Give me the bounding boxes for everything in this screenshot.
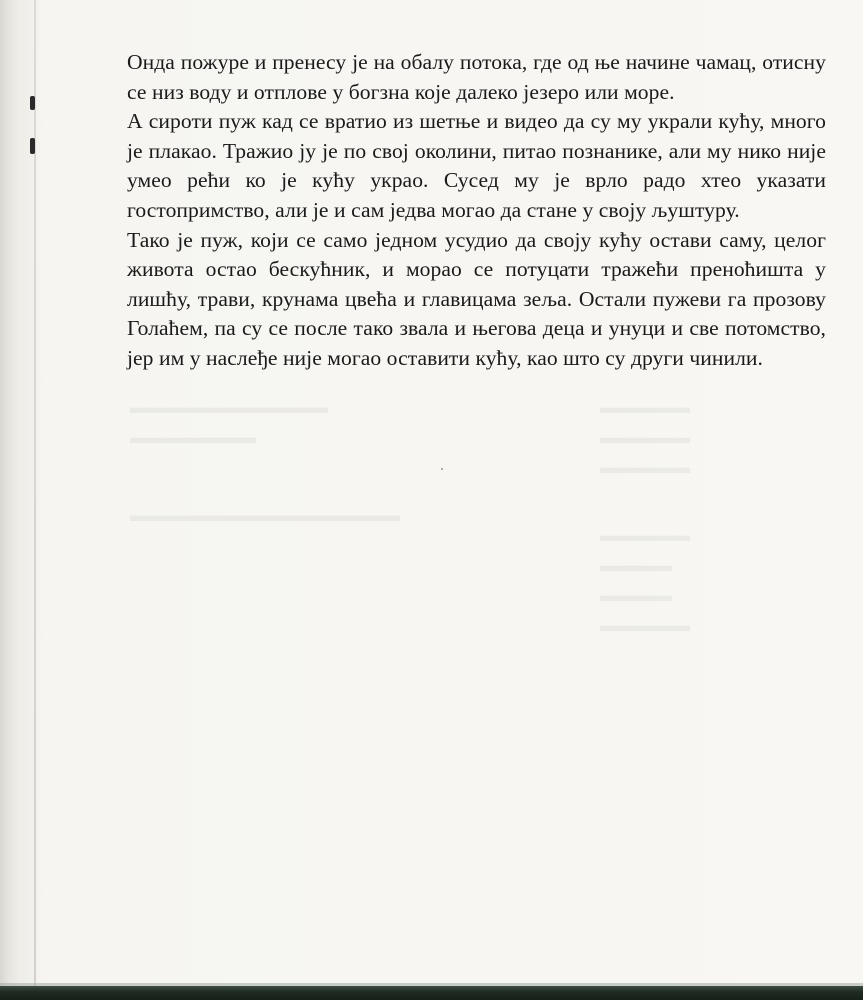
- cover-edge: [0, 986, 863, 1000]
- gutter-shadow: [0, 0, 44, 1000]
- show-through-text: ▬▬▬▬▬: [600, 615, 690, 635]
- show-through-text: ▬▬▬▬: [600, 555, 672, 575]
- show-through-text: ▬▬▬▬: [600, 585, 672, 605]
- show-through-text: ▬▬▬▬▬: [600, 525, 690, 545]
- show-through-text: ▬▬▬▬▬: [600, 397, 690, 417]
- paper-speck: [441, 468, 443, 470]
- paragraph: Онда пожуре и пренесу је на обалу потока, где од ње начине чамац, отисну се низ воду и отплове у богзна које далеко језеро или море.: [127, 50, 826, 104]
- show-through-text: ▬▬▬▬▬: [600, 427, 690, 447]
- binding-mark: [30, 96, 35, 110]
- show-through-text: ▬▬▬▬▬: [600, 457, 690, 477]
- show-through-text: ▬▬▬▬▬▬▬▬▬▬▬▬▬▬▬: [130, 505, 400, 525]
- binding-mark: [30, 138, 35, 154]
- show-through-text: ▬▬▬▬▬▬▬: [130, 427, 256, 447]
- paragraph: А сироти пуж кад се вратио из шетње и видео да су му украли кућу, много је плакао. Тражио ју је по свој околини, питао познанике, али му нико није умео рећи ко је кућу украо. Сусед му је врло радо хтео указати гостопримство, али је и сам једва могао да стане у своју љуштуру.: [127, 109, 826, 222]
- show-through-text: ▬▬▬▬▬▬▬▬▬▬▬: [130, 397, 328, 417]
- paragraph: Тако је пуж, који се само једном усудио да своју кућу остави саму, целог живота остао бескућник, и морао се потуцати тражећи преноћишта у лишћу, трави, крунама цвећа и главицама зеља. Остали пужеви га прозову Голаћем, па су се после тако звала и његова деца и унуци и све потомство, јер им у наслеђе није могао оставити кућу, као што су други чинили.: [127, 227, 826, 370]
- story-text: [127, 48, 826, 374]
